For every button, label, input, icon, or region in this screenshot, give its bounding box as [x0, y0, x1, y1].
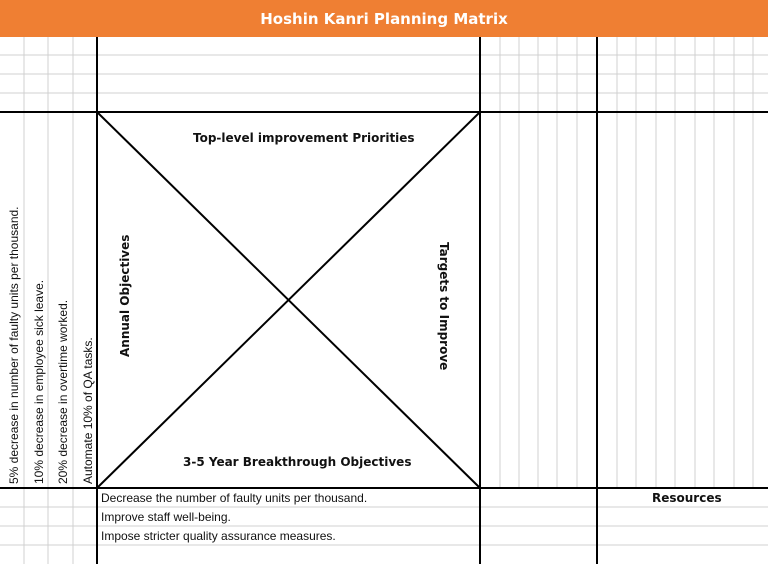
annual-objective-item: Automate 10% of QA tasks. [81, 337, 95, 484]
annual-objective-item: 20% decrease in overtime worked. [56, 299, 70, 484]
annual-objective-item: 10% decrease in employee sick leave. [32, 279, 46, 484]
annual-objectives-label: Annual Objectives [118, 234, 132, 357]
targets-to-improve-label: Targets to Improve [437, 242, 451, 371]
breakthrough-goal-item: Decrease the number of faulty units per thousand. [101, 491, 368, 505]
breakthrough-objectives-label: 3-5 Year Breakthrough Objectives [183, 455, 412, 469]
page-title: Hoshin Kanri Planning Matrix [0, 0, 768, 37]
breakthrough-goal-item: Improve staff well-being. [101, 510, 231, 524]
matrix-grid [0, 37, 768, 564]
breakthrough-goal-item: Impose stricter quality assurance measures. [101, 529, 336, 543]
annual-objective-item: 5% decrease in number of faulty units per thousand. [7, 206, 21, 484]
resources-header: Resources [652, 491, 722, 505]
top-level-priorities-label: Top-level improvement Priorities [193, 131, 415, 145]
